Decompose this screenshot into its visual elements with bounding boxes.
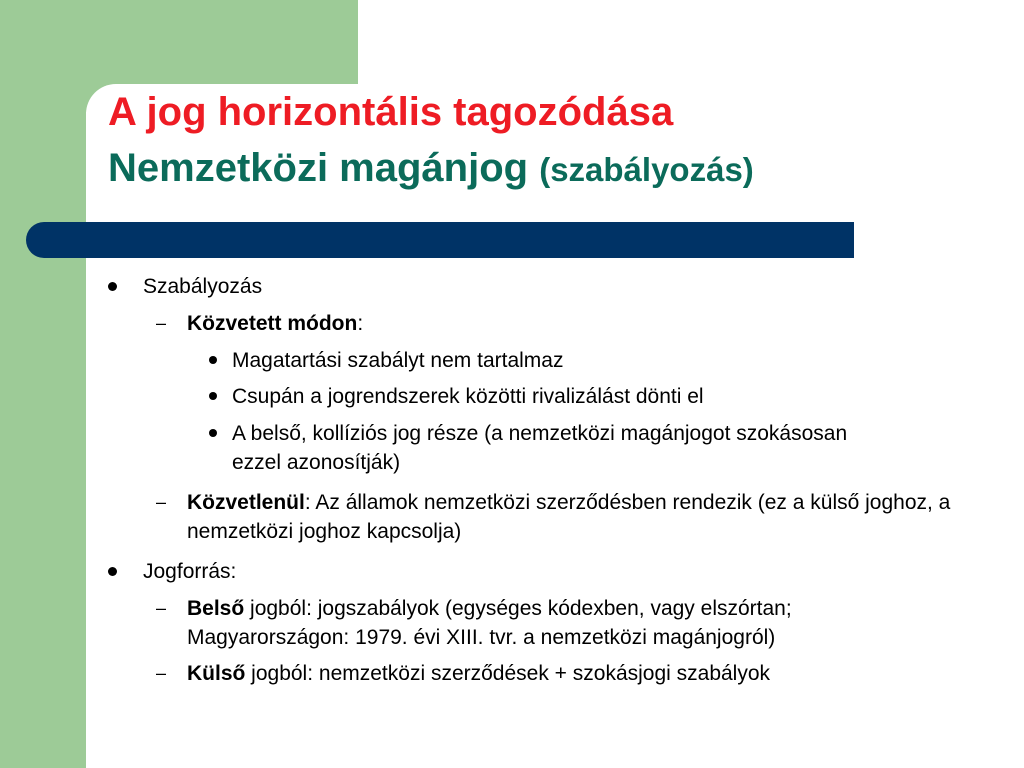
small-bullet-dot-icon [209, 356, 217, 364]
sub-item: Közvetlenül: Az államok nemzetközi szerződésben rendezik (ez a külső joghoz, a nemzetközi joghoz kapcsolja) [187, 491, 951, 543]
small-bullet-dot-icon [209, 429, 217, 437]
bullet-dot-icon [108, 567, 117, 576]
subtitle-paren: (szabályozás) [539, 151, 754, 188]
dash-icon: – [156, 313, 167, 333]
dash-icon: – [156, 492, 167, 512]
dash-icon: – [156, 598, 167, 618]
dash-icon: – [156, 663, 167, 683]
sub-item: Külső jogból: nemzetközi szerződések + szokásjogi szabályok [187, 662, 771, 685]
sub-item: Belső jogból: jogszabályok (egységes kódexben, vagy elszórtan; Magyarországon: 1979. évi XIII. tvr. a nemzetközi magánjogról) [187, 597, 792, 649]
bullet-item: Szabályozás [143, 275, 263, 298]
slide-title: A jog horizontális tagozódása [108, 90, 674, 134]
sub-item: Közvetett módon: [187, 312, 364, 335]
sub-sub-item: Magatartási szabályt nem tartalmaz [232, 349, 564, 372]
subtitle-main: Nemzetközi magánjog [108, 146, 529, 190]
small-bullet-dot-icon [209, 392, 217, 400]
sub-sub-item: Csupán a jogrendszerek közötti rivalizálást dönti el [232, 385, 704, 408]
sub-sub-item: A belső, kollíziós jog része (a nemzetközi magánjogot szokásosan ezzel azonosítják) [232, 422, 848, 474]
bullet-item: Jogforrás: [143, 560, 237, 583]
bullet-dot-icon [108, 282, 117, 291]
